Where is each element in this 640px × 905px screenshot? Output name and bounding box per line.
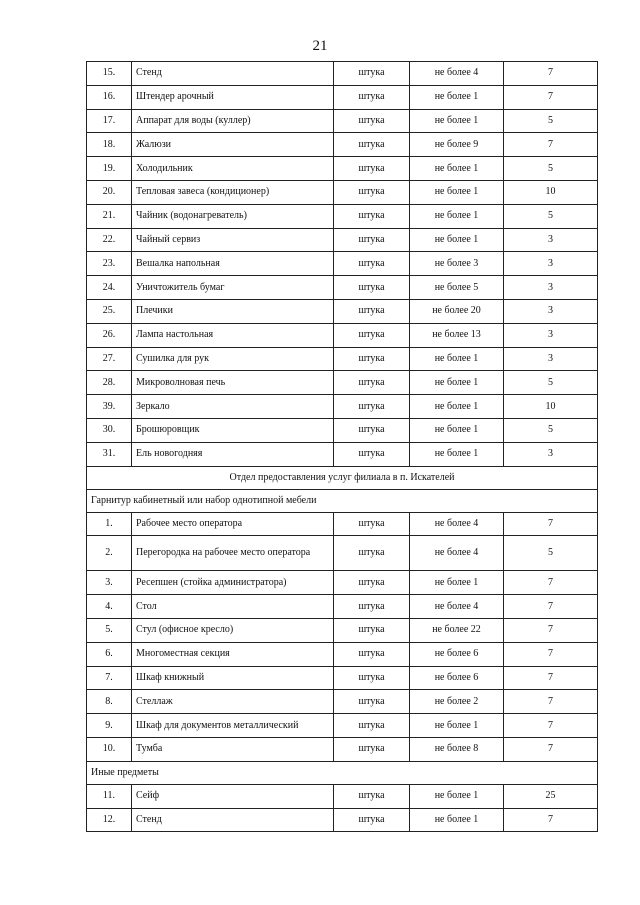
item-name: Стенд xyxy=(132,62,334,86)
item-name: Микроволновая печь xyxy=(132,371,334,395)
item-service-life: 7 xyxy=(504,666,598,690)
item-service-life: 25 xyxy=(504,784,598,808)
subsection-furniture-title: Гарнитур кабинетный или набор однотипной мебели xyxy=(87,489,598,512)
item-unit: штука xyxy=(334,204,410,228)
item-unit: штука xyxy=(334,62,410,86)
table-row xyxy=(87,418,598,442)
item-quantity: не более 1 xyxy=(410,347,504,371)
item-quantity: не более 5 xyxy=(410,276,504,300)
item-quantity: не более 4 xyxy=(410,512,504,536)
item-service-life: 3 xyxy=(504,276,598,300)
item-name: Уничтожитель бумаг xyxy=(132,276,334,300)
item-quantity: не более 9 xyxy=(410,133,504,157)
item-unit: штука xyxy=(334,690,410,714)
table-row xyxy=(87,784,598,808)
row-number: 27. xyxy=(87,347,132,371)
table-row xyxy=(87,737,598,761)
item-service-life: 5 xyxy=(504,536,598,571)
table-row xyxy=(87,252,598,276)
item-service-life: 7 xyxy=(504,62,598,86)
item-name: Перегородка на рабочее место оператора xyxy=(132,536,334,571)
item-unit: штука xyxy=(334,228,410,252)
table-row xyxy=(87,347,598,371)
item-name: Вешалка напольная xyxy=(132,252,334,276)
item-quantity: не более 1 xyxy=(410,395,504,419)
row-number: 12. xyxy=(87,808,132,832)
table-row xyxy=(87,323,598,347)
item-service-life: 3 xyxy=(504,323,598,347)
table-row xyxy=(87,109,598,133)
item-service-life: 3 xyxy=(504,252,598,276)
row-number: 16. xyxy=(87,85,132,109)
table-row xyxy=(87,690,598,714)
item-service-life: 7 xyxy=(504,618,598,642)
item-name: Шкаф для документов металлический xyxy=(132,714,334,738)
item-unit: штука xyxy=(334,85,410,109)
item-unit: штука xyxy=(334,571,410,595)
item-name: Стеллаж xyxy=(132,690,334,714)
item-unit: штука xyxy=(334,276,410,300)
item-quantity: не более 8 xyxy=(410,737,504,761)
item-unit: штука xyxy=(334,418,410,442)
item-name: Рабочее место оператора xyxy=(132,512,334,536)
table-row xyxy=(87,299,598,323)
item-name: Стенд xyxy=(132,808,334,832)
item-unit: штука xyxy=(334,323,410,347)
row-number: 4. xyxy=(87,595,132,619)
item-name: Жалюзи xyxy=(132,133,334,157)
item-quantity: не более 22 xyxy=(410,618,504,642)
item-service-life: 7 xyxy=(504,808,598,832)
item-service-life: 7 xyxy=(504,85,598,109)
item-service-life: 3 xyxy=(504,442,598,466)
inventory-table xyxy=(86,61,598,832)
item-quantity: не более 6 xyxy=(410,642,504,666)
row-number: 22. xyxy=(87,228,132,252)
table-row xyxy=(87,157,598,181)
item-unit: штука xyxy=(334,737,410,761)
item-name: Ресепшен (стойка администратора) xyxy=(132,571,334,595)
row-number: 24. xyxy=(87,276,132,300)
row-number: 17. xyxy=(87,109,132,133)
item-unit: штука xyxy=(334,109,410,133)
item-name: Брошюровщик xyxy=(132,418,334,442)
item-unit: штука xyxy=(334,618,410,642)
item-name: Тумба xyxy=(132,737,334,761)
item-name: Тепловая завеса (кондиционер) xyxy=(132,180,334,204)
table-row xyxy=(87,714,598,738)
item-name: Лампа настольная xyxy=(132,323,334,347)
row-number: 3. xyxy=(87,571,132,595)
item-unit: штука xyxy=(334,299,410,323)
row-number: 8. xyxy=(87,690,132,714)
subsection-other-title: Иные предметы xyxy=(87,761,598,784)
table-row xyxy=(87,228,598,252)
row-number: 10. xyxy=(87,737,132,761)
item-name: Ель новогодняя xyxy=(132,442,334,466)
item-quantity: не более 1 xyxy=(410,571,504,595)
item-unit: штука xyxy=(334,642,410,666)
item-service-life: 7 xyxy=(504,737,598,761)
table-row xyxy=(87,276,598,300)
section-title: Отдел предоставления услуг филиала в п. Искателей xyxy=(87,466,598,489)
table-row xyxy=(87,595,598,619)
table-row xyxy=(87,642,598,666)
item-quantity: не более 1 xyxy=(410,808,504,832)
item-name: Штендер арочный xyxy=(132,85,334,109)
item-quantity: не более 2 xyxy=(410,690,504,714)
item-quantity: не более 4 xyxy=(410,536,504,571)
item-unit: штука xyxy=(334,347,410,371)
item-service-life: 7 xyxy=(504,133,598,157)
table-row xyxy=(87,371,598,395)
item-service-life: 7 xyxy=(504,512,598,536)
row-number: 15. xyxy=(87,62,132,86)
item-name: Стол xyxy=(132,595,334,619)
item-quantity: не более 1 xyxy=(410,714,504,738)
table-row xyxy=(87,666,598,690)
table-row xyxy=(87,85,598,109)
row-number: 11. xyxy=(87,784,132,808)
item-service-life: 5 xyxy=(504,204,598,228)
item-service-life: 7 xyxy=(504,571,598,595)
row-number: 5. xyxy=(87,618,132,642)
item-service-life: 10 xyxy=(504,180,598,204)
item-service-life: 7 xyxy=(504,690,598,714)
table-row xyxy=(87,442,598,466)
item-name: Холодильник xyxy=(132,157,334,181)
item-service-life: 5 xyxy=(504,109,598,133)
item-unit: штука xyxy=(334,442,410,466)
row-number: 25. xyxy=(87,299,132,323)
table-row xyxy=(87,395,598,419)
item-quantity: не более 1 xyxy=(410,157,504,181)
item-unit: штука xyxy=(334,180,410,204)
page-number: 21 xyxy=(312,38,328,54)
item-unit: штука xyxy=(334,808,410,832)
item-name: Чайник (водонагреватель) xyxy=(132,204,334,228)
item-quantity: не более 1 xyxy=(410,204,504,228)
item-unit: штука xyxy=(334,371,410,395)
row-number: 26. xyxy=(87,323,132,347)
item-unit: штука xyxy=(334,784,410,808)
item-name: Чайный сервиз xyxy=(132,228,334,252)
item-name: Аппарат для воды (куллер) xyxy=(132,109,334,133)
row-number: 19. xyxy=(87,157,132,181)
row-number: 39. xyxy=(87,395,132,419)
table-row xyxy=(87,571,598,595)
item-name: Плечики xyxy=(132,299,334,323)
item-quantity: не более 20 xyxy=(410,299,504,323)
row-number: 21. xyxy=(87,204,132,228)
item-unit: штука xyxy=(334,536,410,571)
row-number: 18. xyxy=(87,133,132,157)
row-number: 2. xyxy=(87,536,132,571)
item-unit: штука xyxy=(334,512,410,536)
item-unit: штука xyxy=(334,133,410,157)
item-name: Шкаф книжный xyxy=(132,666,334,690)
item-unit: штука xyxy=(334,666,410,690)
item-service-life: 5 xyxy=(504,418,598,442)
item-quantity: не более 1 xyxy=(410,418,504,442)
item-quantity: не более 3 xyxy=(410,252,504,276)
item-unit: штука xyxy=(334,595,410,619)
item-quantity: не более 4 xyxy=(410,62,504,86)
row-number: 1. xyxy=(87,512,132,536)
item-quantity: не более 1 xyxy=(410,85,504,109)
subsection-row xyxy=(87,761,598,784)
item-service-life: 10 xyxy=(504,395,598,419)
table-row xyxy=(87,808,598,832)
row-number: 20. xyxy=(87,180,132,204)
item-service-life: 3 xyxy=(504,299,598,323)
table-row xyxy=(87,133,598,157)
item-quantity: не более 13 xyxy=(410,323,504,347)
item-name: Стул (офисное кресло) xyxy=(132,618,334,642)
row-number: 7. xyxy=(87,666,132,690)
item-service-life: 7 xyxy=(504,714,598,738)
item-quantity: не более 1 xyxy=(410,784,504,808)
section-row xyxy=(87,466,598,489)
item-name: Зеркало xyxy=(132,395,334,419)
table-row xyxy=(87,204,598,228)
item-service-life: 3 xyxy=(504,347,598,371)
row-number: 28. xyxy=(87,371,132,395)
table-row xyxy=(87,512,598,536)
item-name: Сейф xyxy=(132,784,334,808)
item-service-life: 5 xyxy=(504,371,598,395)
table-row xyxy=(87,180,598,204)
item-name: Многоместная секция xyxy=(132,642,334,666)
table-row xyxy=(87,62,598,86)
row-number: 9. xyxy=(87,714,132,738)
item-quantity: не более 1 xyxy=(410,442,504,466)
row-number: 6. xyxy=(87,642,132,666)
item-service-life: 5 xyxy=(504,157,598,181)
item-quantity: не более 6 xyxy=(410,666,504,690)
item-service-life: 7 xyxy=(504,642,598,666)
item-service-life: 3 xyxy=(504,228,598,252)
item-quantity: не более 1 xyxy=(410,228,504,252)
item-unit: штука xyxy=(334,157,410,181)
row-number: 31. xyxy=(87,442,132,466)
row-number: 30. xyxy=(87,418,132,442)
item-quantity: не более 1 xyxy=(410,109,504,133)
table-row xyxy=(87,618,598,642)
item-unit: штука xyxy=(334,395,410,419)
item-quantity: не более 1 xyxy=(410,371,504,395)
row-number: 23. xyxy=(87,252,132,276)
item-quantity: не более 4 xyxy=(410,595,504,619)
item-name: Сушилка для рук xyxy=(132,347,334,371)
table-row xyxy=(87,536,598,571)
item-unit: штука xyxy=(334,714,410,738)
item-unit: штука xyxy=(334,252,410,276)
subsection-row xyxy=(87,489,598,512)
item-service-life: 7 xyxy=(504,595,598,619)
item-quantity: не более 1 xyxy=(410,180,504,204)
